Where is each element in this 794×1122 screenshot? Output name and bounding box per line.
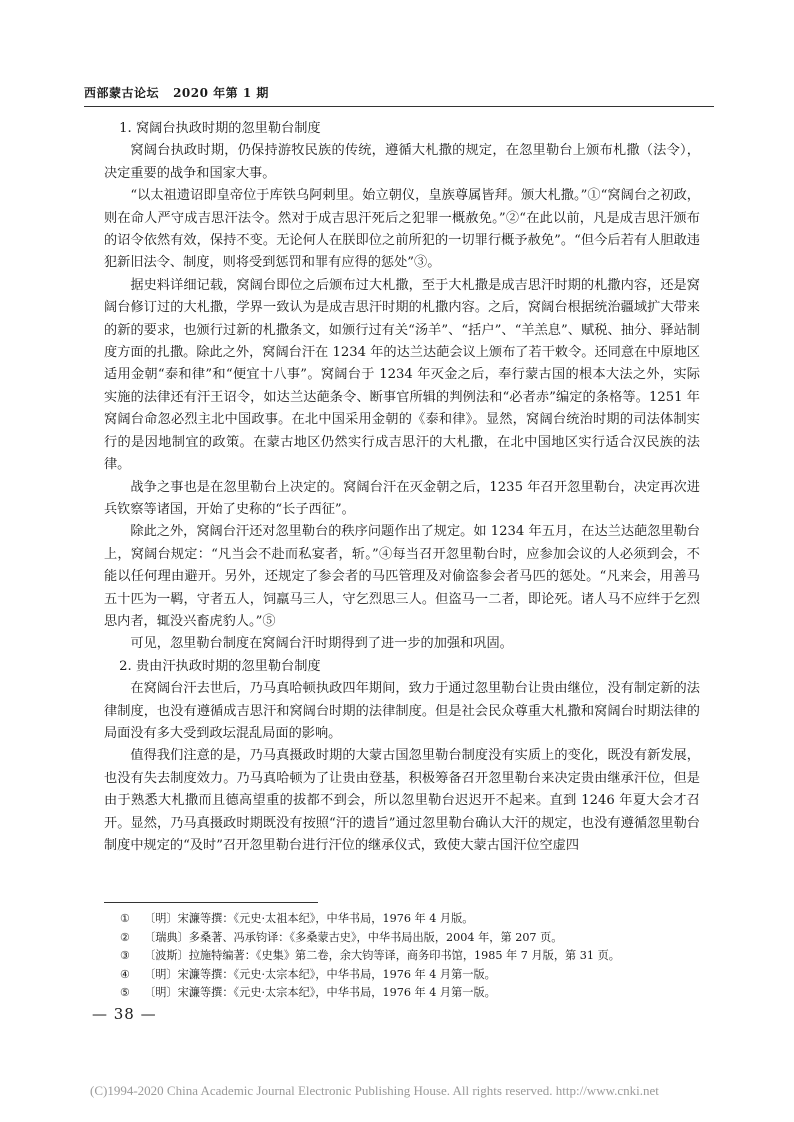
header-divider (84, 106, 714, 107)
footnote-text: 〔明〕宋濂等撰：《元史·太宗本纪》，中华书局，1976 年 4 月第一版。 (144, 986, 496, 1000)
paragraph: 可见，忽里勒台制度在窝阔台汗时期得到了进一步的加强和巩固。 (130, 636, 513, 652)
footnote-text: 〔明〕宋濂等撰：《元史·太祖本纪》，中华书局，1976 年 4 月版。 (144, 912, 474, 925)
issue-label: 2020 年第 1 期 (173, 86, 269, 100)
paragraph: 值得我们注意的是，乃马真摄政时期的大蒙古国忽里勒台制度没有实质上的变化，既没有新发展，也没有失去制度效力。乃马真哈顿为了让贵由登基，积极筹备召开忽里勒台来决定贵由继承汗位，但是由于熟悉大札撒而且德高望重的拔都不到会，所以忽里勒台迟迟开不起来。直到 1246 年夏大会才召开。显然，乃马真摄政时期既没有按照“汗的遗旨”通过忽里勒台确认大汗的规定，也没有遵循忽里勒台制度中规定的“及时”召开忽里勒台进行汗位的继承仪式，致使大蒙古国汗位空虚四 (104, 748, 700, 853)
paragraph: 除此之外，窝阔台汗还对忽里勒台的秩序问题作出了规定。如 1234 年五月，在达兰达葩忽里勒台上，窝阔台规定：“凡当会不赴而私宴者，斩。”④每当召开忽里勒台时，应参加会议的人必须到会，不能以任何理由避开。另外，还规定了参会者的马匹管理及对偷盗参会者马匹的惩处。“凡来会，用善马五十匹为一羁，守者五人，饲羸马三人，守乞烈思三人。但盗马一二者，即论死。诸人马不应绊于乞烈思内者，辄没兴畜虎豹人。”⑤ (104, 524, 700, 629)
footnote-item (120, 966, 700, 985)
paragraph: 在窝阔台汗去世后，乃马真哈顿执政四年期间，致力于通过忽里勒台让贵由继位，没有制定新的法律制度，也没有遵循成吉思汗和窝阔台时期的法律制度。但是社会民众尊重大札撒和窝阔台时期法律的局面没有多大受到政坛混乱局面的影响。 (104, 681, 700, 741)
section-heading: 2. 贵由汗执政时期的忽里勒台制度 (119, 658, 321, 674)
journal-name: 西部蒙古论坛 (84, 86, 160, 100)
section-heading: 1. 窝阔台执政时期的忽里勒台制度 (119, 121, 321, 136)
footnote-text: 〔明〕宋濂等撰：《元史·太宗本纪》，中华书局，1976 年 4 月第一版。 (144, 967, 496, 981)
page-number: — 38 — (92, 1005, 157, 1023)
running-header (84, 84, 269, 101)
footnote-mark: ④ (120, 967, 131, 981)
article-body (104, 118, 700, 857)
footnote-divider (104, 902, 318, 903)
footnote-mark: ② (120, 930, 131, 944)
footnote-text: 〔波斯〕拉施特编著：《史集》第二卷，余大钧等译，商务印书馆，1985 年 7 月版，第 31 页。 (144, 949, 620, 963)
footnotes (120, 910, 700, 1003)
footnote-item (120, 929, 700, 948)
paragraph: “以太祖遗诏即皇帝位于库铁乌阿剌里。始立朝仪，皇族尊属皆拜。颁大札撒。”①“窝阔台之初政，则在命人严守成吉思汗法令。然对于成吉思汗死后之犯罪一概赦免。”②“在此以前，凡是成吉思汗颁布的诏令依然有效，保持不变。无论何人在朕即位之前所犯的一切罪行概予赦免”。“但今后若有人胆敢违犯新旧法令、制度，则将受到惩罚和罪有应得的惩处”③。 (104, 188, 700, 271)
footnote-mark: ③ (120, 949, 131, 963)
paragraph: 窝阔台执政时期，仍保持游牧民族的传统，遵循大札撒的规定，在忽里勒台上颁布札撒（法令），决定重要的战争和国家大事。 (104, 143, 700, 181)
paragraph: 据史料详细记载，窝阔台即位之后颁布过大札撒，至于大札撒是成吉思汗时期的札撒内容，还是窝阔台修订过的大札撒，学界一致认为是成吉思汗时期的札撒内容。之后，窝阔台根据统治疆域扩大带来的新的要求，也颁行过新的札撒条文，如颁行过有关“汤羊”、“括户”、“羊羔息”、赋税、抽分、驿站制度方面的扎撒。除此之外，窝阔台汗在 1234 年的达兰达葩会议上颁布了若干敕令。还同意在中原地区适用金朝“泰和律”和“便宜十八事”。窝阔台于 1234 年灭金之后，奉行蒙古国的根本大法之外，实际实施的法律还有汗王诏令，如达兰达葩条令、断事官所辑的判例法和“必者赤”编定的条格等。1251 年窝阔台命忽必烈主北中国政事。在北中国采用金朝的《泰和律》。显然，窝阔台统治时期的司法体制实行的是因地制宜的政策。在蒙古地区仍然实行成吉思汗的大札撒，在北中国地区实行适合汉民族的法律。 (104, 277, 700, 473)
footnote-item (120, 947, 700, 966)
footnote-item (120, 984, 700, 1003)
paragraph: 战争之事也是在忽里勒台上决定的。窝阔台汗在灭金朝之后，1235 年召开忽里勒台，决定再次进兵钦察等诸国，开始了史称的“长子西征”。 (104, 479, 700, 517)
copyright-notice: (C)1994-2020 China Academic Journal Electronic Publishing House. All rights reserved. http://www.cnki.net (90, 1083, 659, 1098)
footnote-mark: ① (120, 912, 131, 925)
footnote-item (120, 910, 700, 929)
footnote-mark: ⑤ (120, 986, 131, 1000)
footnote-text: 〔瑞典〕多桑著、冯承钧译：《多桑蒙古史》，中华书局出版，2004 年，第 207 页。 (144, 930, 563, 944)
